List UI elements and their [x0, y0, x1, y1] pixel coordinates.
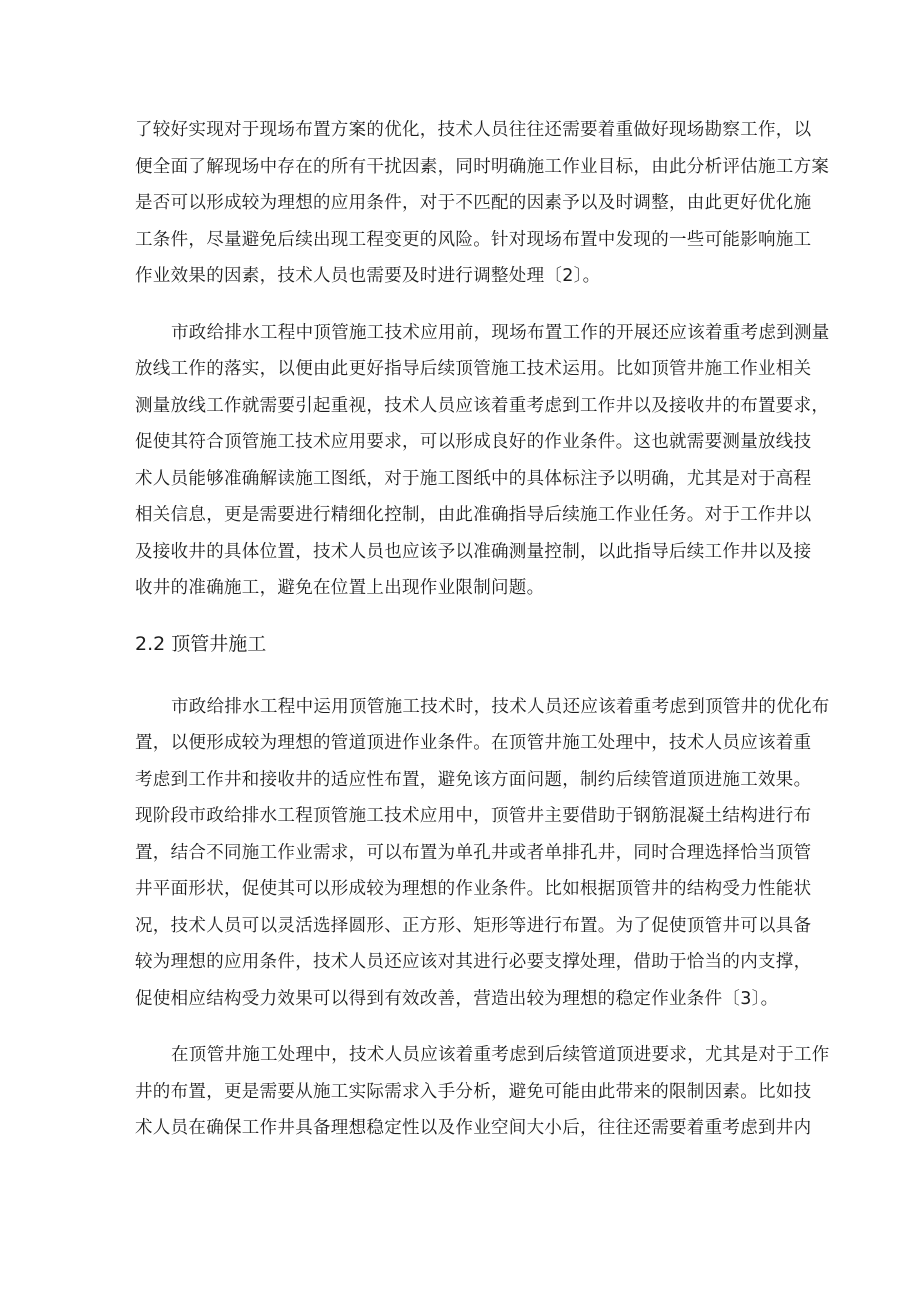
text-line: 术人员在确保工作井具备理想稳定性以及作业空间大小后，往往还需要着重考虑到井内 [135, 1118, 812, 1138]
text-line: 况，技术人员可以灵活选择圆形、正方形、矩形等进行布置。为了促使顶管井可以具备 [135, 915, 812, 936]
text-line: 作业效果的因素，技术人员也需要及时进行调整处理〔2〕。 [135, 266, 601, 286]
text-line: 促使其符合顶管施工技术应用要求，可以形成良好的作业条件。这也就需要测量放线技 [135, 432, 812, 452]
text-line: 置，以便形成较为理想的管道顶进作业条件。在顶管井施工处理中，技术人员应该着重 [135, 733, 812, 753]
text-line: 及接收井的具体位置，技术人员也应该予以准确测量控制，以此指导后续工作井以及接 [135, 541, 812, 562]
text-line: 现阶段市政给排水工程顶管施工技术应用中，顶管井主要借助于钢筋混凝土结构进行布 [135, 806, 812, 826]
paragraph-1 [135, 112, 830, 295]
paragraph-2 [135, 315, 830, 607]
text-line: 便全面了解现场中存在的所有干扰因素，同时明确施工作业目标，由此分析评估施工方案 [135, 156, 830, 177]
text-line: 考虑到工作井和接收井的适应性布置，避免该方面问题，制约后续管道顶进施工效果。 [135, 769, 812, 790]
text-line: 了较好实现对于现场布置方案的优化，技术人员往往还需要着重做好现场勘察工作，以 [135, 120, 812, 140]
text-line: 放线工作的落实，以便由此更好指导后续顶管施工技术运用。比如顶管井施工作业相关 [135, 359, 812, 379]
text-line: 测量放线工作就需要引起重视，技术人员应该着重考虑到工作井以及接收井的布置要求， [135, 395, 830, 416]
text-line: 井平面形状，促使其可以形成较为理想的作业条件。比如根据顶管井的结构受力性能状 [135, 879, 812, 899]
text-line: 收井的准确施工，避免在位置上出现作业限制问题。 [135, 578, 545, 598]
section-heading: 2.2 顶管井施工 [135, 632, 267, 655]
text-line: 井的布置，更是需要从施工实际需求入手分析，避免可能由此带来的限制因素。比如技 [135, 1081, 812, 1102]
text-line: 相关信息，更是需要进行精细化控制，由此准确指导后续施工作业任务。对于工作井以 [135, 505, 812, 525]
text-line: 促使相应结构受力效果可以得到有效改善，营造出较为理想的稳定作业条件〔3〕。 [135, 988, 779, 1009]
document-page [135, 112, 830, 1147]
text-line: 置，结合不同施工作业需求，可以布置为单孔井或者单排孔井，同时合理选择恰当顶管 [135, 842, 812, 863]
paragraph-4 [135, 1037, 830, 1147]
text-line: 工条件，尽量避免后续出现工程变更的风险。针对现场布置中发现的一些可能影响施工 [135, 229, 812, 250]
text-line: 是否可以形成较为理想的应用条件，对于不匹配的因素予以及时调整，由此更好优化施 [135, 193, 812, 213]
text-line: 在顶管井施工处理中，技术人员应该着重考虑到后续管道顶进要求，尤其是对于工作 [171, 1045, 830, 1065]
text-line: 较为理想的应用条件，技术人员还应该对其进行必要支撑处理，借助于恰当的内支撑， [135, 952, 812, 972]
paragraph-3 [135, 689, 830, 1018]
text-line: 市政给排水工程中运用顶管施工技术时，技术人员还应该着重考虑到顶管井的优化布 [171, 696, 830, 717]
text-line: 市政给排水工程中顶管施工技术应用前，现场布置工作的开展还应该着重考虑到测量 [171, 322, 830, 343]
text-line: 术人员能够准确解读施工图纸，对于施工图纸中的具体标注予以明确，尤其是对于高程 [135, 468, 812, 489]
